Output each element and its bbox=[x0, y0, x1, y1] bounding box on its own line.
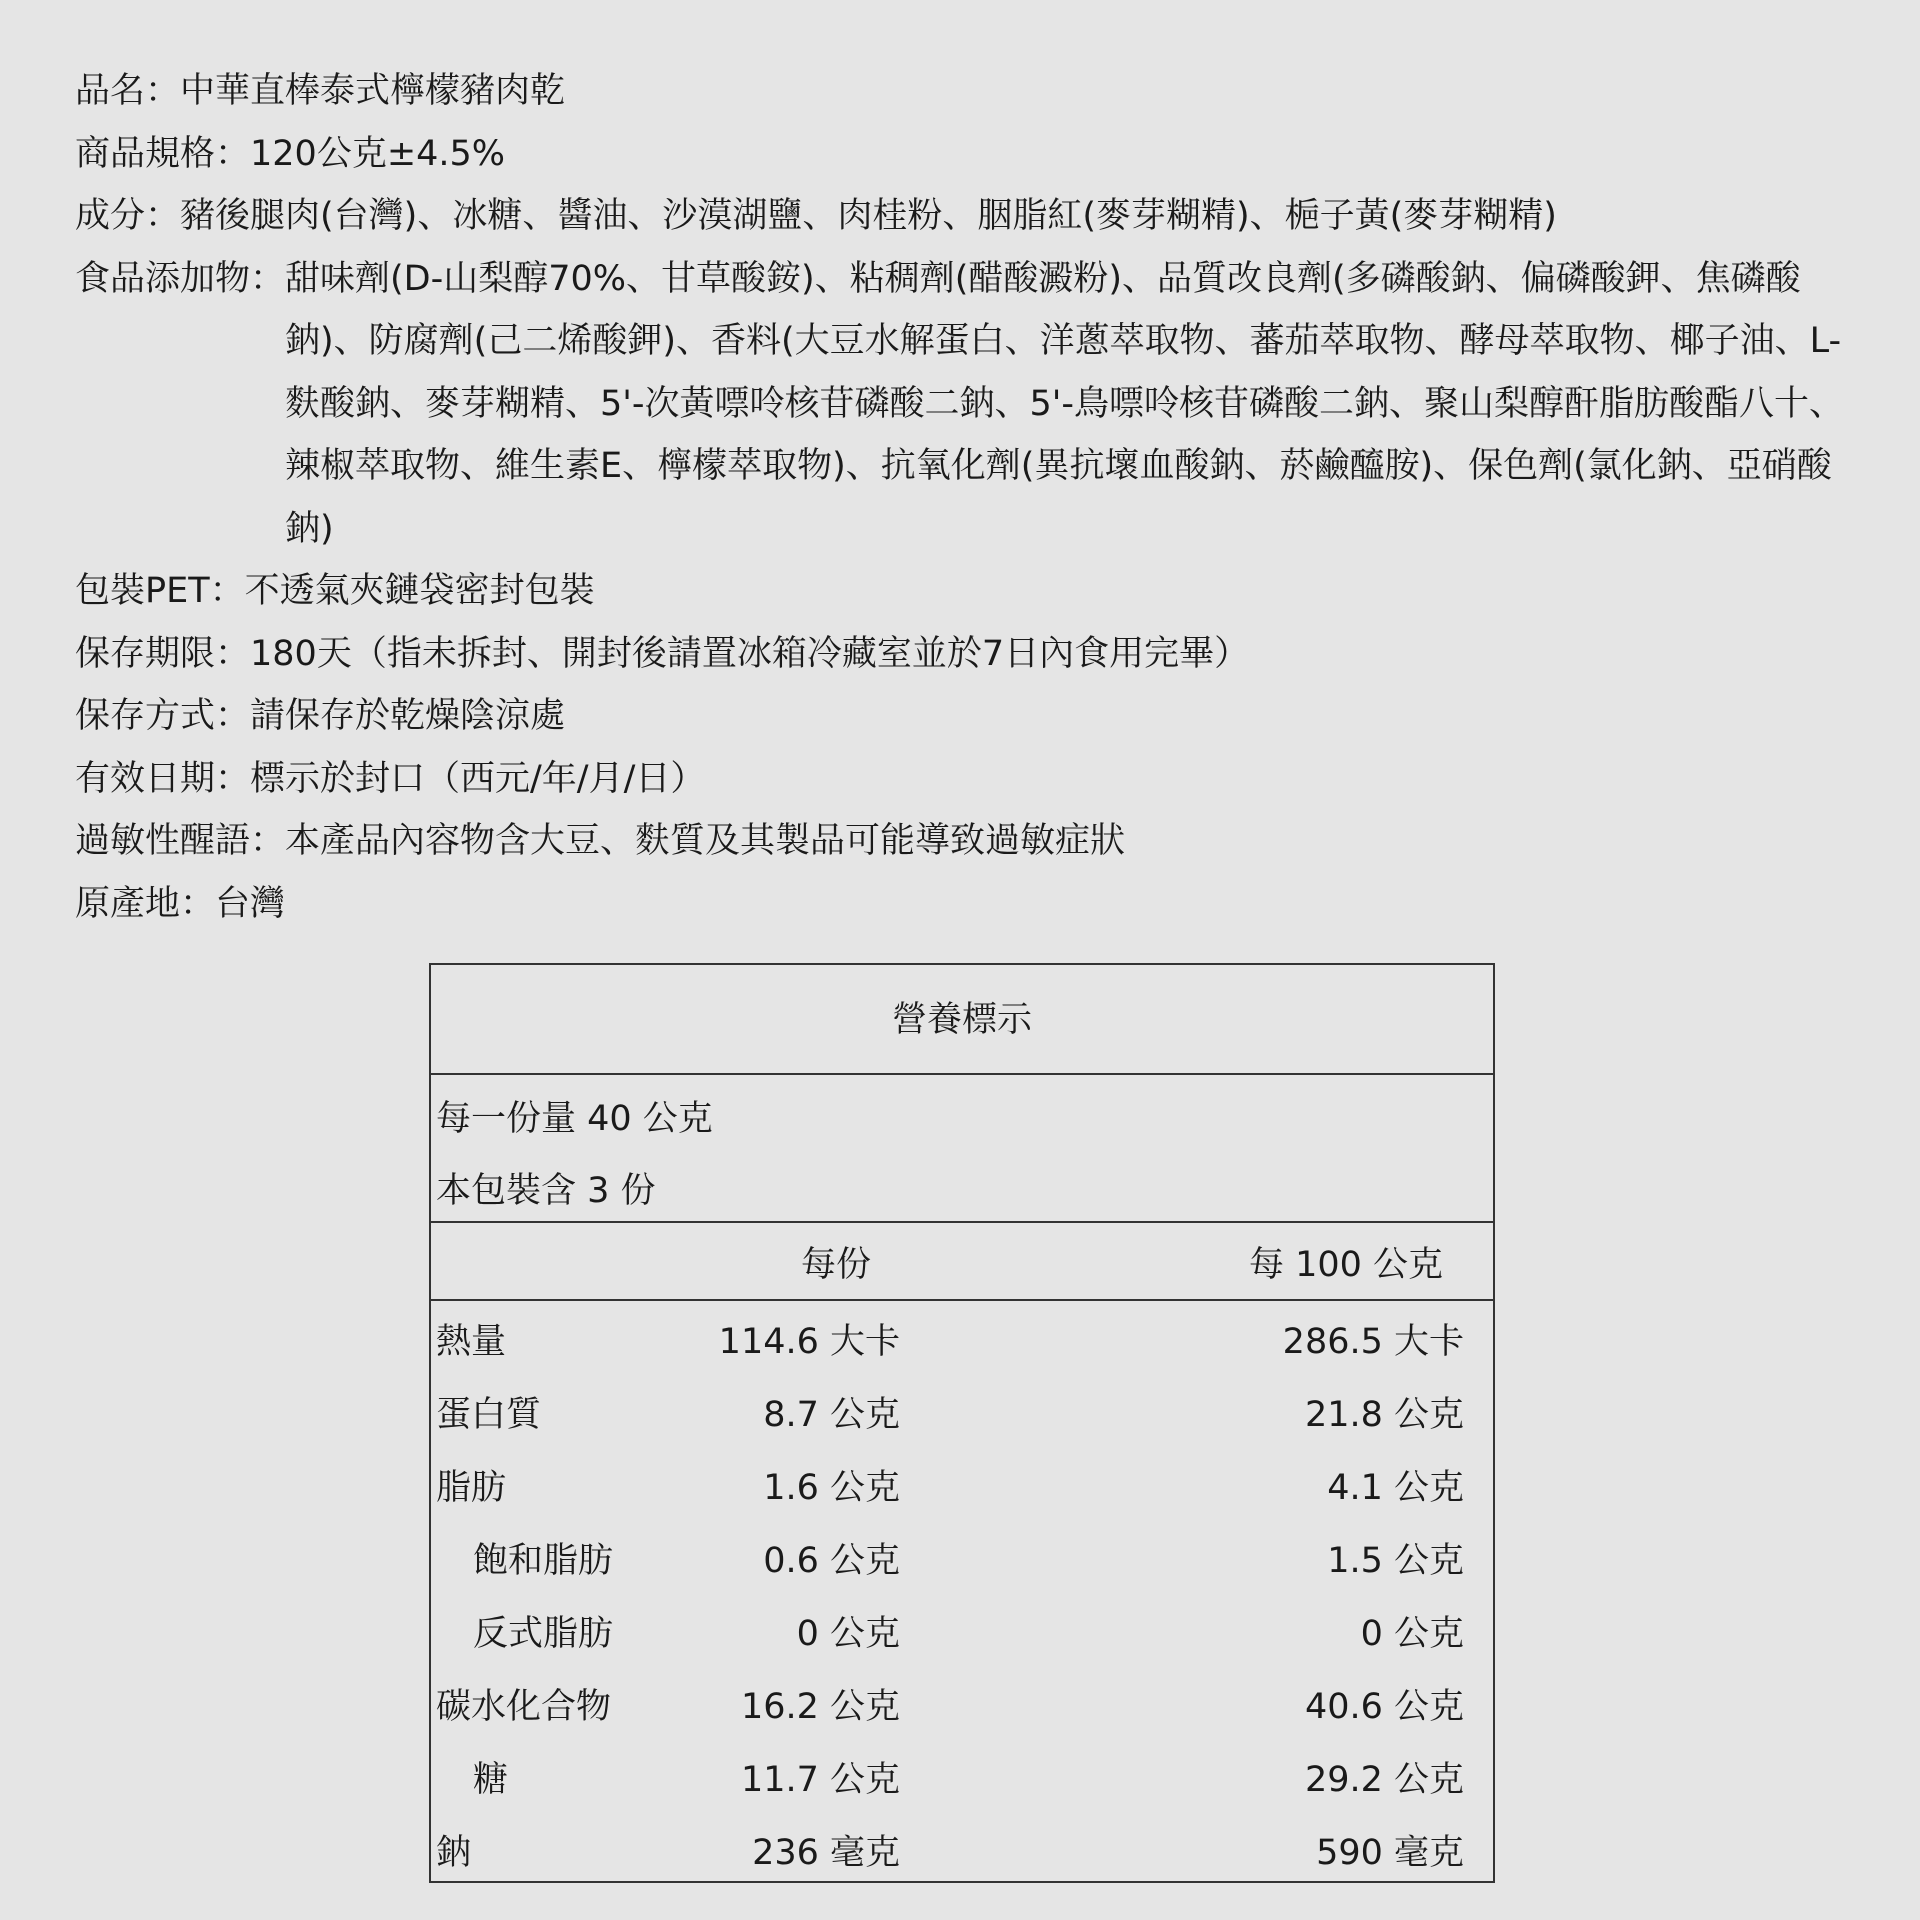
nutrition-rows bbox=[431, 1301, 1493, 1885]
spec-row-ingredients bbox=[75, 185, 1865, 248]
spec-label: 保存方式： bbox=[75, 696, 251, 736]
nutrient-per-100g: 21.8 公克 bbox=[1304, 1395, 1464, 1435]
nutrient-name: 脂肪 bbox=[436, 1468, 507, 1508]
spec-row-product-name bbox=[75, 60, 1865, 123]
column-per-serving: 每份 bbox=[801, 1245, 872, 1285]
nutrient-per-100g: 1.5 公克 bbox=[1327, 1541, 1464, 1581]
nutrient-per-serving: 0.6 公克 bbox=[763, 1541, 900, 1581]
nutrition-row bbox=[431, 1520, 1493, 1593]
spec-value: 台灣 bbox=[215, 883, 286, 924]
spec-label: 成分： bbox=[75, 196, 181, 236]
serving-size: 每一份量 40 公克 bbox=[436, 1099, 713, 1139]
nutrient-per-serving: 236 毫克 bbox=[752, 1833, 900, 1873]
column-per-100g: 每 100 公克 bbox=[1248, 1245, 1443, 1285]
nutrient-per-serving: 8.7 公克 bbox=[763, 1395, 900, 1435]
spec-value: 請保存於乾燥陰涼處 bbox=[250, 696, 566, 736]
spec-row-shelf-life bbox=[75, 623, 1865, 686]
spec-value: 標示於封口（西元/年/月/日） bbox=[250, 758, 706, 799]
nutrient-per-serving: 1.6 公克 bbox=[763, 1468, 900, 1508]
nutrient-per-100g: 4.1 公克 bbox=[1327, 1468, 1464, 1508]
nutrient-name: 糖 bbox=[473, 1760, 509, 1800]
spec-row-specification bbox=[75, 123, 1865, 186]
spec-label: 食品添加物： bbox=[75, 258, 286, 299]
nutrient-name: 碳水化合物 bbox=[436, 1687, 612, 1727]
nutrition-row bbox=[431, 1447, 1493, 1520]
serving-info bbox=[431, 1075, 1493, 1223]
nutrition-row bbox=[431, 1374, 1493, 1447]
spec-value: 180天（指未拆封、開封後請置冰箱冷藏室並於7日內食用完畢） bbox=[250, 633, 1250, 674]
spec-label: 保存期限： bbox=[75, 633, 251, 674]
nutrition-column-header bbox=[431, 1223, 1493, 1301]
nutrient-per-serving: 0 公克 bbox=[796, 1614, 900, 1654]
nutrient-per-100g: 29.2 公克 bbox=[1304, 1760, 1464, 1800]
spec-value: 豬後腿肉(台灣)、冰糖、醬油、沙漠湖鹽、肉桂粉、胭脂紅(麥芽糊精)、梔子黃(麥芽糊精) bbox=[180, 196, 1557, 236]
product-spec-list bbox=[75, 60, 1865, 935]
spec-value: 中華直棒泰式檸檬豬肉乾 bbox=[180, 71, 566, 111]
nutrient-per-100g: 0 公克 bbox=[1360, 1614, 1464, 1654]
nutrient-name: 熱量 bbox=[436, 1322, 507, 1362]
spec-label: 原產地： bbox=[75, 883, 216, 924]
nutrient-per-serving: 11.7 公克 bbox=[740, 1760, 900, 1800]
nutrient-per-100g: 590 毫克 bbox=[1316, 1833, 1464, 1873]
servings-per-package: 本包裝含 3 份 bbox=[436, 1171, 656, 1211]
spec-value: 不透氣夾鏈袋密封包裝 bbox=[244, 571, 595, 611]
spec-row-additives bbox=[75, 248, 1865, 561]
nutrient-per-100g: 286.5 大卡 bbox=[1282, 1322, 1464, 1362]
nutrient-name: 鈉 bbox=[436, 1833, 472, 1873]
nutrition-row bbox=[431, 1301, 1493, 1374]
spec-row-expiry bbox=[75, 748, 1865, 811]
nutrition-row bbox=[431, 1739, 1493, 1812]
spec-label: 有效日期： bbox=[75, 758, 251, 799]
spec-label: 商品規格： bbox=[75, 133, 251, 174]
spec-label: 包裝PET： bbox=[75, 571, 245, 611]
spec-row-allergen bbox=[75, 810, 1865, 873]
nutrient-per-100g: 40.6 公克 bbox=[1304, 1687, 1464, 1727]
nutrition-title: 營養標示 bbox=[431, 965, 1493, 1075]
nutrition-row bbox=[431, 1593, 1493, 1666]
nutrient-name: 蛋白質 bbox=[436, 1395, 542, 1435]
nutrient-name: 反式脂肪 bbox=[473, 1614, 614, 1654]
nutrition-row bbox=[431, 1666, 1493, 1739]
spec-value: 本產品內容物含大豆、麩質及其製品可能導致過敏症狀 bbox=[285, 821, 1126, 861]
spec-row-storage bbox=[75, 685, 1865, 748]
nutrient-name: 飽和脂肪 bbox=[473, 1541, 614, 1581]
spec-label: 過敏性醒語： bbox=[75, 821, 286, 861]
spec-value: 120公克±4.5% bbox=[250, 133, 506, 174]
spec-value: 甜味劑(D-山梨醇70%、甘草酸銨)、粘稠劑(醋酸澱粉)、品質改良劑(多磷酸鈉、偏磷酸鉀、焦磷酸鈉)、防腐劑(己二烯酸鉀)、香料(大豆水解蛋白、洋蔥萃取物、蕃茄萃取物、酵母萃取物、椰子油、L-麩酸鈉、麥芽糊精、5'-次黃嘌呤核苷磷酸二鈉、5'-鳥嘌呤核苷磷酸二鈉、聚山梨醇酐脂肪酸酯八十、辣椒萃取物、維生素E、檸檬萃取物)、抗氧化劑(異抗壞血酸鈉、菸鹼醯胺)、保色劑(氯化鈉、亞硝酸鈉) bbox=[285, 258, 1845, 549]
nutrient-per-serving: 16.2 公克 bbox=[740, 1687, 900, 1727]
spec-row-packaging bbox=[75, 560, 1865, 623]
nutrient-per-serving: 114.6 大卡 bbox=[718, 1322, 900, 1362]
nutrition-row bbox=[431, 1812, 1493, 1885]
nutrition-facts-table bbox=[429, 963, 1495, 1883]
spec-label: 品名： bbox=[75, 71, 181, 111]
spec-row-origin bbox=[75, 873, 1865, 936]
